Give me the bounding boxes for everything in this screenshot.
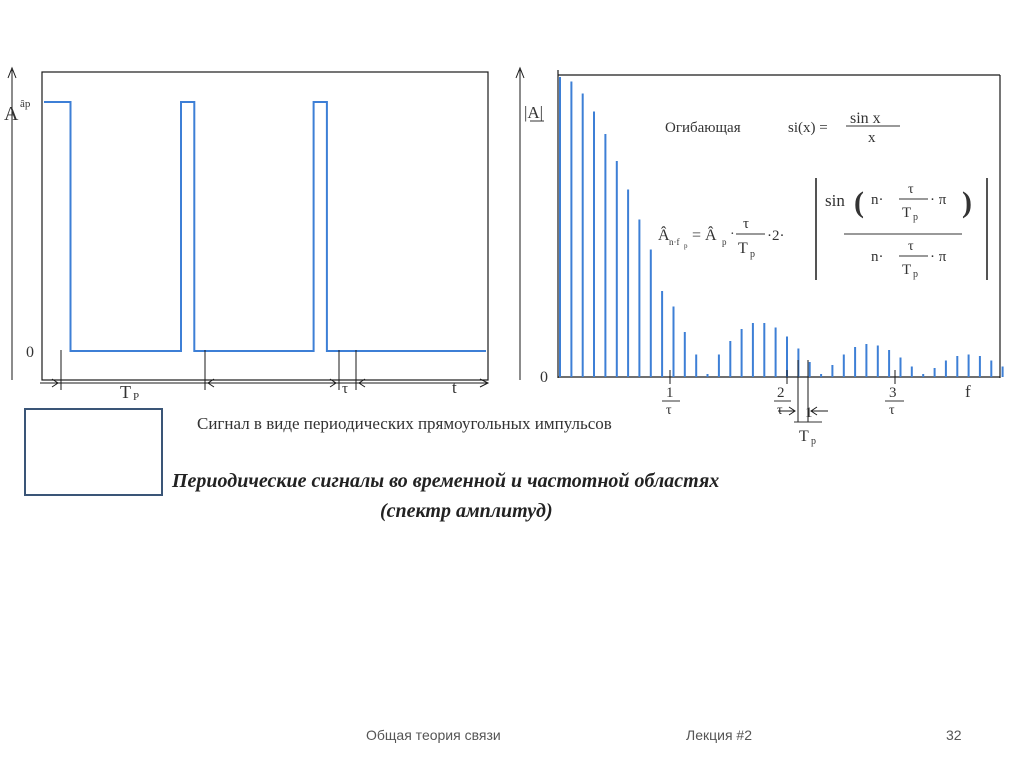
amp-den-tp-sub: p xyxy=(913,269,918,280)
amp-eq-sub: p xyxy=(722,237,727,247)
pulse-chart-frame xyxy=(42,72,488,380)
amp-eq: = Â xyxy=(692,227,717,244)
slide-subtitle: (спектр амплитуд) xyxy=(380,500,553,522)
amp-tp-sub: p xyxy=(750,249,755,260)
amp-lhs-sub2: p xyxy=(684,242,688,250)
pulse-y-zero: 0 xyxy=(26,344,34,361)
footer-course: Общая теория связи xyxy=(366,727,501,743)
spectrum-x-label: f xyxy=(965,382,971,401)
amp-num-tau: τ xyxy=(908,182,914,197)
tick-2-tau-num: 2 xyxy=(777,385,785,401)
tp-frac-den: T xyxy=(799,428,809,445)
spectrum-y-zero: 0 xyxy=(540,369,548,386)
amp-num-n: n· xyxy=(871,192,884,208)
envelope-label: Огибающая xyxy=(665,120,741,136)
tick-1-tau-den: τ xyxy=(666,403,672,418)
paren-right: ) xyxy=(962,186,972,219)
amp-den-tau: τ xyxy=(908,239,914,254)
tp-frac-den-sub: p xyxy=(811,436,816,447)
tick-2-tau-den: τ xyxy=(777,403,783,418)
tp-label: T xyxy=(120,382,131,402)
tick-1-tau-num: 1 xyxy=(666,385,674,401)
tick-3-tau-num: 3 xyxy=(889,385,897,401)
placeholder-box xyxy=(24,408,163,496)
amp-dot: · xyxy=(730,227,735,242)
amp-tp: T xyxy=(738,240,748,257)
tp-label-sub: P xyxy=(133,391,140,403)
signal-caption: Сигнал в виде периодических прямоугольных импульсов xyxy=(197,414,612,433)
amp-num-tp-sub: p xyxy=(913,212,918,223)
amp-num-pi: · π xyxy=(930,192,947,208)
slide-title: Периодические сигналы во временной и частотной областях xyxy=(172,470,720,492)
amp-den-pi: · π xyxy=(930,249,947,265)
envelope-den: x xyxy=(868,130,876,146)
amp-tau: τ xyxy=(743,216,750,232)
tp-arrow-out xyxy=(811,407,828,415)
tau-label: τ xyxy=(342,381,349,397)
amp-num-tp: T xyxy=(902,205,912,221)
amp-lhs-sub: n·f xyxy=(669,237,680,247)
tp-frac-num: 1 xyxy=(805,405,813,421)
envelope-lhs: si(x) = xyxy=(788,120,828,136)
amp-den-tp: T xyxy=(902,262,912,278)
pulse-y-label-sup: âp xyxy=(20,98,31,110)
amp-sin: sin xyxy=(825,191,845,210)
pulse-x-label: t xyxy=(452,378,457,397)
footer-page-number: 32 xyxy=(946,727,962,743)
tick-3-tau-den: τ xyxy=(889,403,895,418)
pulse-y-label: A xyxy=(4,103,19,125)
envelope-num: sin x xyxy=(850,110,881,127)
spectrum-y-label: |A| xyxy=(524,103,544,122)
pulse-chart xyxy=(0,60,500,405)
paren-left: ( xyxy=(854,186,864,219)
amp-lhs: Â xyxy=(658,227,670,244)
amp-den-n: n· xyxy=(871,249,884,265)
pulse-signal-line xyxy=(44,102,486,351)
footer-lecture: Лекция #2 xyxy=(686,727,752,743)
spectrum-chart xyxy=(510,60,1005,455)
amp-two: ·2· xyxy=(767,228,785,244)
